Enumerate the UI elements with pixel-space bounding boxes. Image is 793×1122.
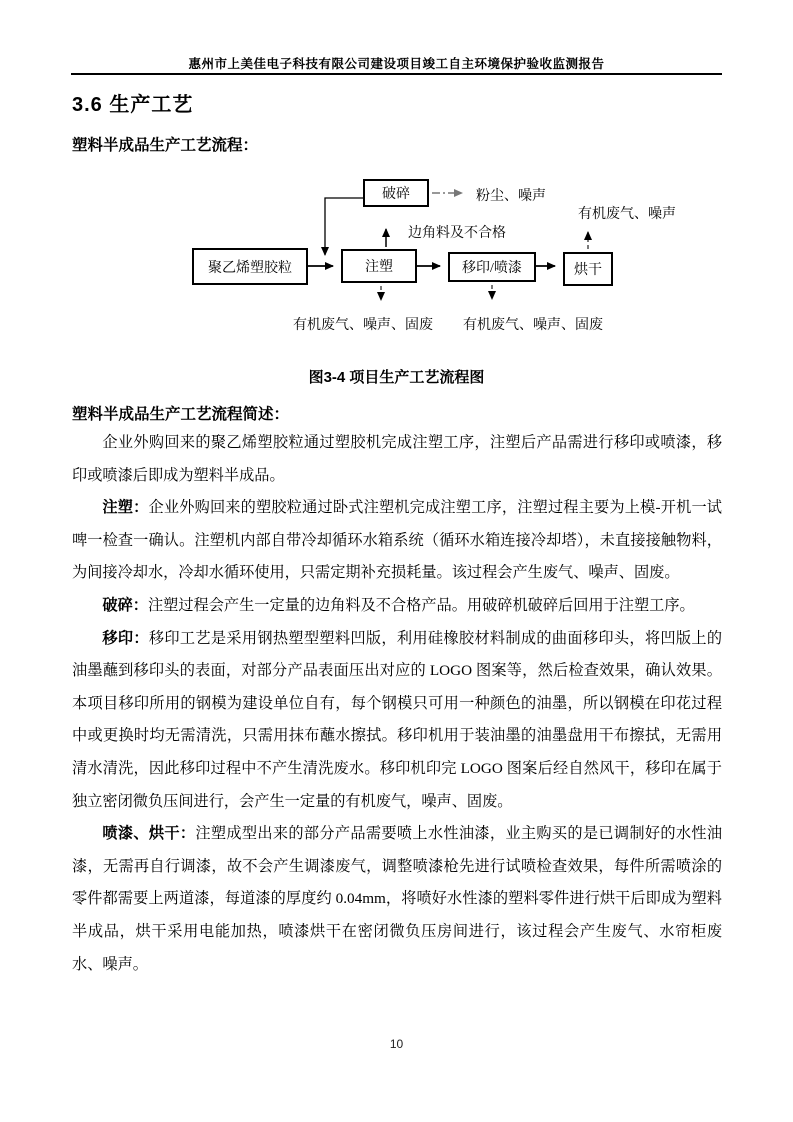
header-rule — [71, 73, 722, 75]
arrow-crush-return — [325, 198, 363, 255]
paragraph-intro — [72, 427, 722, 492]
body-text — [72, 427, 722, 981]
paragraph-crushing — [72, 590, 722, 623]
process-flow-heading: 塑料半成品生产工艺流程： — [72, 137, 259, 154]
flow-box-raw-material: 聚乙烯塑胶粒 — [192, 248, 308, 285]
section-heading: 3.6 生产工艺 — [72, 94, 194, 116]
paragraph-lead: 移印： — [102, 629, 149, 647]
process-flowchart — [180, 172, 692, 342]
flow-box-injection: 注塑 — [341, 249, 417, 283]
paragraph-text: 企业外购回来的聚乙烯塑胶粒通过塑胶机完成注塑工序，注塑后产品需进行移印或喷漆，移印或喷漆后即成为塑料半成品。 — [72, 434, 722, 484]
paragraph-text: 注塑成型出来的部分产品需要喷上水性油漆，业主购买的是已调制好的水性油漆，无需再自行调漆，故不会产生调漆废气，调整喷漆枪先进行试喷检查效果，每件所需喷涂的零件都需要上两道漆，每道漆的厚度约 0.04mm，将喷好水性漆的塑料零件进行烘干后即成为塑料半成品，烘干采用电能加热，喷漆烘干在密闭微负压房间进行，该过程会产生废气、水帘柜废水、噪声。 — [72, 825, 723, 973]
paragraph-text: 企业外购回来的塑胶粒通过卧式注塑机完成注塑工序，注塑过程主要为上模-开机一试啤一检查一确认。注塑机内部自带冷却循环水箱系统（循环水箱连接冷却塔），未直接接触物料，为间接冷却水，冷却水循环使用，只需定期补充损耗量。该过程会产生废气、噪声、固废。 — [72, 499, 722, 582]
flow-box-pad-print-spray: 移印/喷漆 — [448, 252, 536, 282]
process-brief-heading: 塑料半成品生产工艺流程简述： — [72, 406, 290, 423]
label-injection-output: 有机废气、噪声、固废 — [293, 318, 433, 333]
label-print-output: 有机废气、噪声、固废 — [463, 318, 603, 333]
page-header-title: 惠州市上美佳电子科技有限公司建设项目竣工自主环境保护验收监测报告 — [188, 57, 605, 71]
label-crushing-output: 粉尘、噪声 — [476, 189, 546, 204]
paragraph-text: 移印工艺是采用钢热塑型塑料凹版，利用硅橡胶材料制成的曲面移印头，将凹版上的油墨蘸到移印头的表面，对部分产品表面压出对应的 LOGO 图案等，然后检查效果，确认效果。本项目移印所用的钢模为建设单位自有，每个钢模只可用一种颜色的油墨，所以钢模在印花过程中或更换时均无需清洗，只需用抹布蘸水擦拭。移印机用于装油墨的油墨盘用干布擦拭，无需用清水清洗，因此移印过程中不产生清洗废水。移印机印完 LOGO 图案后经自然风干，移印在属于独立密闭微负压间进行，会产生一定量的有机废气，噪声、固废。 — [72, 629, 723, 810]
page-number: 10 — [389, 1037, 404, 1051]
paragraph-pad-printing — [72, 623, 722, 819]
label-scrap-return: 边角料及不合格 — [408, 226, 506, 241]
label-drying-output: 有机废气、噪声 — [578, 207, 676, 222]
paragraph-lead: 注塑： — [102, 499, 149, 517]
flow-box-drying: 烘干 — [563, 252, 613, 286]
paragraph-lead: 破碎： — [102, 596, 148, 614]
paragraph-text: 注塑过程会产生一定量的边角料及不合格产品。用破碎机破碎后回用于注塑工序。 — [147, 596, 695, 614]
paragraph-injection — [72, 492, 722, 590]
figure-caption: 图3-4 项目生产工艺流程图 — [308, 369, 485, 386]
paragraph-spray-drying — [72, 818, 722, 981]
flow-box-crushing: 破碎 — [363, 179, 429, 207]
paragraph-lead: 喷漆、烘干： — [102, 825, 196, 843]
